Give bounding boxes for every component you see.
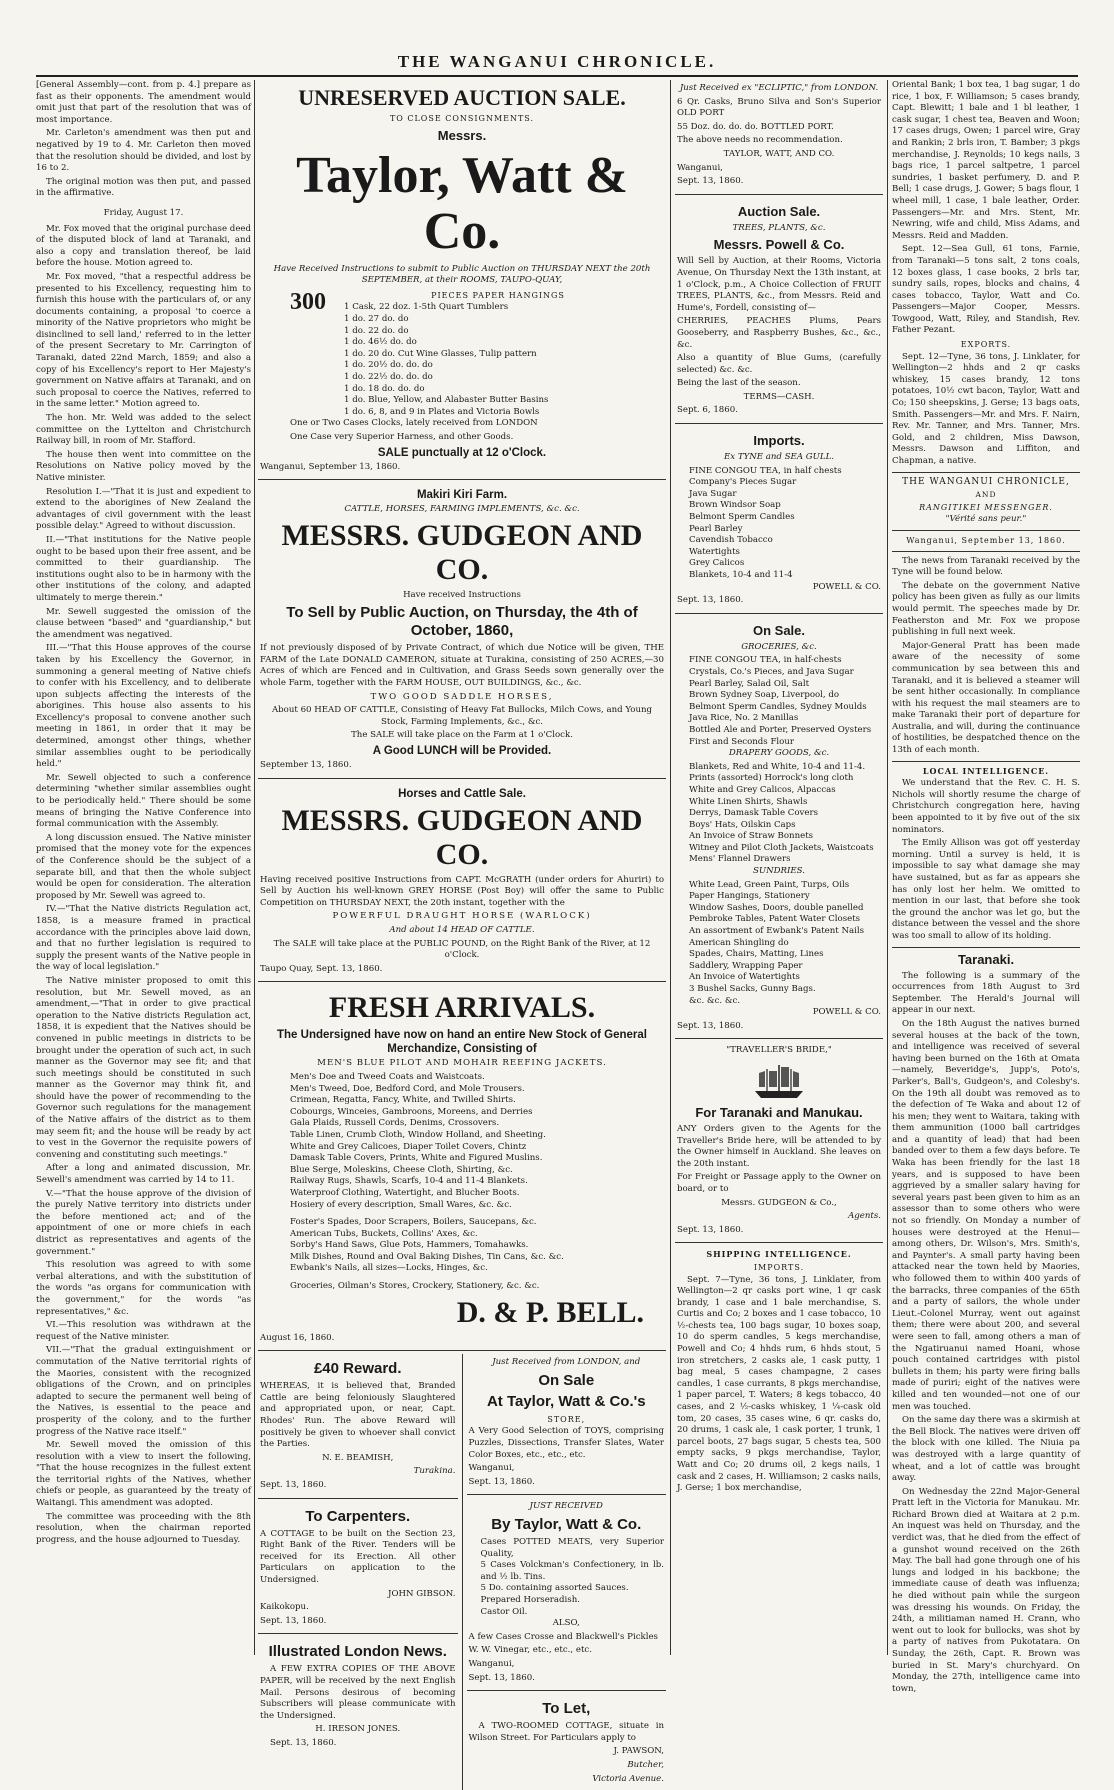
paragraph: The news from Taranaki received by the Tyne will be found below. — [892, 555, 1080, 578]
ad-headline: For Taranaki and Manukau. — [695, 1104, 863, 1120]
ad-signature: JOHN GIBSON. — [388, 1588, 456, 1599]
paragraph: Mr. Sewell suggested the omission of the clause between "based" and "guardianship," but the amendment was negatived. — [36, 606, 251, 640]
list-item: Spades, Chairs, Matting, Lines — [689, 949, 824, 960]
paragraph: [General Assembly—cont. from p. 4.] prepare as fast as their opponents. The amendment would omit just that part of the resolution that was of most importance. — [36, 80, 251, 125]
paragraph: Major-General Pratt has been made aware of the necessity of some communication by sea between this and Taranaki, and it is believed a steamer will be sent hither occasionally. In compliance with his request the mail steamers are to make Taranaki their port of departure for Australia, and will, during the continuance of hostilities, be despatched thence on the 13th of each month. — [892, 640, 1080, 756]
list-item: Blankets, 10-4 and 11-4 — [689, 570, 793, 580]
paragraph: We understand that the Rev. C. H. S. Nichols will shortly resume the charge of Christchurch congregation here, having been appointed to it by five out of the six nominators. — [892, 778, 1080, 835]
list-item: Men's Doe and Tweed Coats and Waistcoats. — [290, 1071, 485, 1082]
list-item: 1 do. 22 do. do — [344, 325, 409, 336]
ad-date: Taupo Quay, Sept. 13, 1860. — [260, 963, 383, 974]
goods-list — [469, 1537, 665, 1618]
list-item: An assortment of Ewbank's Patent Nails — [689, 926, 865, 937]
list-item: Brown Sydney Soap, Liverpool, do — [689, 690, 840, 701]
ad-text: A TWO-ROOMED COTTAGE, situate in Wilson Street. For Particulars apply to — [468, 1721, 664, 1743]
ad-headline: Horses and Cattle Sale. — [398, 787, 526, 800]
ad-signature: POWELL & CO. — [812, 581, 881, 592]
paragraph: V.—"That the house approve of the division of the purely Native territory into districts under the before mentioned act; and of the appointment of one or more chiefs in each district as representatives and agents of the government." — [36, 1188, 251, 1257]
lot-list — [332, 289, 664, 419]
ad-subhead: TREES, PLANTS, &c. — [732, 222, 826, 233]
goods-list — [260, 1072, 664, 1211]
list-item: Grey Calicos — [689, 558, 745, 569]
section-date: Friday, August 17. — [103, 207, 184, 218]
ad-date: Sept. 13, 1860. — [468, 1476, 535, 1487]
paper-subtitle: RANGITIKEI MESSENGER. — [919, 502, 1053, 512]
list-item: Railway Rugs, Shawls, Scarfs, 10-4 and 11-4 Blankets. — [290, 1176, 528, 1187]
list-item: Blue Serge, Moleskins, Cheese Cloth, Shirting, &c. — [290, 1164, 513, 1175]
ad-unreserved-auction — [258, 80, 666, 480]
paragraph: VII.—"That the gradual extinguishment or commutation of the Native territorial rights of the Maories, consistent with the recognized obligations of the Crown, and on principles adapted to secure the permanent well being of the Natives, is essential to the peace and prosperity of the colony, and to the further progress of the Native race itself." — [36, 1345, 251, 1437]
ad-firm-name: MESSRS. GUDGEON AND CO. — [281, 803, 643, 871]
ad-text: And about 14 HEAD OF CATTLE. — [389, 925, 535, 935]
ad-headline: Illustrated London News. — [268, 1643, 447, 1661]
list-item: Milk Dishes, Round and Oval Baking Dishes, Tin Cans, &c. &c. — [290, 1251, 564, 1262]
paragraph: Mr. Fox moved, "that a respectful address be presented to his Excellency, requesting him to furnish this house with the particulars of, or any documents containing, a proposal 'to coerce a minority of the Native proprietors who might be disinclined to sell land,' referred to in the letter of the present Secretary to Mr. Carrington of Taranaki, dated 22nd March, 1859; and also a copy of his Excellency's report to Her Majesty's government on Native affairs at Taranaki, and on such proposal to coerce the Natives, referred to in the same letter." Motion agreed to. — [36, 271, 251, 410]
ad-text: A COTTAGE to be built on the Section 23, Right Bank of the River. Tenders will be received for its Erection. All other Particulars on application to the Undersigned. — [260, 1528, 456, 1585]
paragraph: The house then went into committee on the Resolutions on Native policy moved by the Native minister. — [36, 449, 251, 483]
ad-date: Sept. 13, 1860. — [677, 595, 744, 606]
ad-sale-date: To Sell by Public Auction, on Thursday, the 4th of October, 1860, — [286, 604, 638, 640]
top-rule — [36, 75, 1078, 77]
paragraph: On Wednesday the 22nd Major-General Pratt left in the Victoria for Manukau. Mr. Richard Brown died at Waitara at 2 p.m. An inquest was held on Thursday, and the verdict was, that he died from the effect of a gunshot wound received on the 26th May. The ball had gone through one of his lungs and lodged in his backbone; the immediate cause of death was influenza; he died without pain while the surgeon was dressing his wounds. On Friday, the 24th, a militiaman named H. Crann, who went out to look for bullocks, was shot by a party of natives from Pukotatara. On Sunday, the 26th, Capt. R. Brown was buried in St. Mary's churchyard. On Monday, the 27th, intelligence came into town, — [892, 1486, 1080, 1694]
divider — [892, 761, 1080, 762]
ad-headline: On Sale. — [752, 622, 806, 638]
list-item: An Invoice of Straw Bonnets — [689, 831, 814, 842]
paragraph: Oriental Bank; 1 box tea, 1 bag sugar, 1 do rice, 1 box, F. Williamson; 5 cases brandy, Capt. Blewitt; 1 bale and 1 bl leather, 1 cask sugar, 1 chest tea, Beaven and Woon; 17 cases drugs, Owen; 1 parcel wire, Gray and Rankin; 2 brls iron, T. Bamber; 3 pkgs merchandise, J. Reynolds; 10 kegs nails, 3 bags rice, 1 parcel saltpetre, 1 parcel sundries, 1 basket perfumery, D. and P. Bell; 1 case drugs, J. Gower; 5 bags flour, 1 wheel mill, 1 case, 1 bale leather, Order. Passengers—Mr. and Mrs. Stent, Mr. Newring, wife and child, Miss Adams, and Messrs. Reid and Madden. — [892, 80, 1080, 241]
goods-list-2 — [260, 1217, 664, 1275]
ad-text: A Very Good Selection of TOYS, comprising Puzzles, Dissections, Transfer Slates, Water Color Boxes, etc., etc., etc. — [468, 1426, 664, 1460]
ad-text: MEN'S BLUE PILOT AND MOHAIR REEFING JACKETS. — [317, 1058, 607, 1069]
ad-place: Kaikokopu. — [260, 1602, 309, 1613]
paragraph: The debate on the government Native policy has been given as fully as our limits would permit. The speeches made by Dr. Featherston and Mr. Fox we propose publishing in full next week. — [892, 580, 1080, 638]
list-item: Castor Oil. — [480, 1606, 528, 1617]
list-item: Prepared Horseradish. — [480, 1594, 580, 1605]
ad-headline: To Let, — [542, 1700, 591, 1718]
paragraph: A long discussion ensued. The Native minister promised that the money vote for the expences of the Conference should be the subject of a separate bill, and that then the whole subject would be open for consideration. The alteration proposed by Mr. Sewell was agreed to. — [36, 832, 251, 901]
paper-motto: "Vérité sans peur." — [945, 514, 1027, 525]
list-item: Crimean, Regatta, Fancy, White, and Twilled Shirts. — [290, 1095, 516, 1106]
paragraph: Sept. 12—Tyne, 36 tons, J. Linklater, for Wellington—2 hhds and 2 qr casks whiskey, 15 cases brandy, 12 tons potatoes, 10½ cwt bacon, Taylor, Watt and Co; 150 sheepskins, J. Gerse; 13 bags oats, Smith. Passengers—Mr. and Mrs. F. Nairn, Rev. Mr. Tanner, and Mrs. Tanner, Mrs. Gold, and 2 children, Miss Dawson, Messrs. Dawson and Liffiton, and Chapman, a native. — [892, 351, 1080, 466]
ad-place: Turakina. — [413, 1466, 456, 1477]
ad-text: A few Cases Crosse and Blackwell's Pickles — [468, 1631, 658, 1642]
ad-place: Wanganui, — [468, 1463, 515, 1474]
list-item: Watertights — [689, 546, 740, 557]
ad-signature: J. PAWSON, — [613, 1746, 664, 1757]
ad-port-wine — [675, 80, 883, 195]
ad-text: Will Sell by Auction, at their Rooms, Victoria Avenue, On Thursday Next the 13th instant, at 1 o'Clock, p.m., A Choice Collection of FRUIT TREES, PLANTS, &c., from Messrs. Reid and Hume's, Fordell, consisting of— — [677, 256, 881, 313]
ad-text: One or Two Cases Clocks, lately received from LONDON — [290, 418, 538, 429]
list-item: First and Seconds Flour — [689, 736, 794, 747]
list-item: White Linen Shirts, Shawls — [689, 796, 808, 807]
ad-subhead: "TRAVELLER'S BRIDE," — [726, 1045, 832, 1056]
ad-firm-name: Messrs. Powell & Co. — [713, 237, 845, 253]
divider — [892, 472, 1080, 473]
ad-date: Sept. 13, 1860. — [677, 1224, 744, 1235]
list-item: Foster's Spades, Door Scrapers, Boilers, Saucepans, &c. — [290, 1217, 537, 1228]
list-item: Paper Hangings, Stationery — [689, 891, 810, 902]
ad-headline: Auction Sale. — [737, 203, 821, 219]
ad-subhead: Ex TYNE and SEA GULL. — [723, 452, 835, 463]
list-item: Sorby's Hand Saws, Glue Pots, Hammers, Tomahawks. — [290, 1240, 529, 1251]
ship-icon — [677, 1061, 881, 1101]
ad-headline: On Sale — [538, 1371, 595, 1389]
ad-text: 6 Qr. Casks, Bruno Silva and Son's Superior OLD PORT — [677, 96, 881, 119]
ad-text: ALSO, — [552, 1618, 580, 1629]
ad-text: 55 Doz. do. do. do. BOTTLED PORT. — [677, 121, 834, 132]
list-item: 5 Do. containing assorted Sauces. — [480, 1583, 629, 1594]
ad-date: Sept. 13, 1860. — [260, 1615, 327, 1626]
divider — [892, 947, 1080, 948]
ad-makiri-kiri-farm — [258, 483, 666, 779]
ad-date: August 16, 1860. — [260, 1332, 335, 1343]
ad-subcolumn-left — [258, 1354, 463, 1790]
paragraph: The hon. Mr. Weld was added to the select committee on the Lyttelton and Christchurch Railway bill, in room of Mr. Stafford. — [36, 413, 251, 447]
paragraph: The Emily Allison was got off yesterday morning. Until a survey is held, it is impossible to say what damage she may have sustained, but as far as appears she has only lost her helm. We omitted to mention in our last, that before she took the ground the anchor was let go, but the distance between the vessel and the shore was too small to allow of its holding. — [892, 838, 1080, 941]
list-item: 5 Cases Volckman's Confectionery, in lb. and ½ lb. Tins. — [480, 1560, 664, 1582]
ad-headline: By Taylor, Watt & Co. — [491, 1516, 642, 1533]
ad-messrs: Messrs. — [437, 127, 487, 143]
paragraph: On the 18th August the natives burned several houses at the back of the town, and intelligence was received of several having been burned on the 16th at Omata—namely, Beveridge's, Jupp's, Poto's, Parker's, Ball's, Gudgeon's, and Colesby's. On the 19th all doubt was removed as to the defection of Te Waka and about 12 of his men; they went to Waitara, taking with them ammunition (1000 ball cartridges and a quantity of lead) that had been banded over to them a few days before. Te Waka has been friendly for the last 18 years, and is supposed to have been aggrieved by a smaller salary having for several years past been given to him as an assessor than to some others who were not so friendly. On Monday a number of houses were destroyed at the Henui—among others, Dr. Wilson's, Mrs. Smith's, and Paynter's. A small party having been attacked near the town held by Maories, who followed them to within 400 yards of the barracks, three companies of the 65th and a party of sailors, the whole under Lieut.-Colonel Murray, went out against them; there were about 200, and several were seen to fall, among others a man of the Ngatiruanui named Hoani, whose pouch contained cartridges with pistol bullets in them; his party were firing balls made of puriri; eight of the natives were killed and ten wounded—not one of our men was touched. — [892, 1018, 1080, 1412]
paragraph: VI.—This resolution was withdrawn at the request of the Native minister. — [36, 1320, 251, 1342]
ad-headline: To Carpenters. — [305, 1507, 411, 1525]
ad-place: Wanganui, — [468, 1658, 515, 1669]
ad-subhead: DRAPERY GOODS, &c. — [728, 748, 830, 759]
ad-text: For Freight or Passage apply to the Owner on board, or to — [677, 1172, 881, 1194]
divider — [892, 551, 1080, 552]
column-3-advertisements — [675, 80, 883, 1655]
ad-headline: At Taylor, Watt & Co.'s — [486, 1392, 646, 1410]
ad-text: ANY Orders given to the Agents for the Traveller's Bride here, will be attended to by the Owner himself in Auckland. She leaves on the 20th instant. — [677, 1123, 881, 1169]
ad-headline: FRESH ARRIVALS. — [328, 991, 596, 1025]
ad-date: Sept. 6, 1860. — [677, 405, 738, 416]
list-item: 3 Bushel Sacks, Gunny Bags. — [689, 984, 816, 994]
ad-text: W. W. Vinegar, etc., etc., etc. — [468, 1645, 592, 1656]
ad-signature: POWELL & CO. — [812, 1007, 881, 1018]
ad-subhead: GROCERIES, &c. — [741, 641, 817, 652]
list-item: White and Grey Calicos, Alpaccas — [689, 784, 836, 795]
list-item: Gala Plaids, Russell Cords, Denims, Crossovers. — [290, 1118, 500, 1129]
ad-subhead: The Undersigned have now on hand an entire New Stock of General Merchandize, Consisting of — [277, 1029, 647, 1056]
list-item: White and Grey Calicoes, Diaper Toilet Covers, Chintz — [290, 1141, 527, 1152]
groceries-list — [677, 655, 881, 748]
column-2-advertisements — [258, 80, 666, 1784]
ad-text: A FEW EXTRA COPIES OF THE ABOVE PAPER, will be received by the next English Mail. Persons desirous of becoming Subscribers will please communicate with the Undersigned. — [260, 1664, 456, 1721]
ad-headline: Imports. — [753, 433, 805, 449]
section-subheading: IMPORTS. — [753, 1262, 805, 1272]
ad-text: JUST RECEIVED — [529, 1501, 603, 1512]
sundries-list — [677, 880, 881, 1008]
list-item: Java Sugar — [689, 488, 737, 499]
paragraph: On the same day there was a skirmish at the Bell Block. The natives were driven off the block with one killed. The Niuia pa was destroyed with a large quantity of wheat, and a lot of cattle was brought away. — [892, 1415, 1080, 1484]
ad-text: Also a quantity of Blue Gums, (carefully selected) &c. &c. — [677, 353, 881, 375]
ad-text: The SALE will take place on the Farm at 1 o'Clock. — [351, 730, 573, 741]
list-item: &c. &c. &c. — [689, 995, 741, 1006]
ad-subhead: TO CLOSE CONSIGNMENTS. — [389, 114, 535, 123]
ad-text: Just Received from LONDON, and — [492, 1357, 641, 1368]
divider — [892, 530, 1080, 531]
paragraph: III.—"That this House approves of the course taken by his Excellency the Governor, in summoning a general meeting of Native chiefs to confer with his Excellency, and to deliberate upon subjects affecting the interests of the aborigines. This house also assents to his Excellency's proposal to convene another such meeting in 1861, in order that it may be determined, amongst other things, whether similar assemblies ought to be periodically held." — [36, 643, 251, 770]
paragraph: Mr. Sewell objected to such a conference determining "whether similar assemblies ought to be periodically held." There should be some means of bringing the Native Conference into formal communication with the Assembly. — [36, 772, 251, 830]
list-item: Window Sashes, Doors, double panelled — [689, 902, 864, 913]
list-item: Prints (assorted) Horrock's long cloth — [689, 773, 854, 784]
paragraph: This resolution was agreed to with some verbal alterations, and with the substitution of the words "as organs for communication with the government," for the words "as representatives," &c. — [36, 1260, 251, 1317]
ad-date: Sept. 13, 1860. — [468, 1672, 535, 1683]
ad-signature: Messrs. GUDGEON & Co., — [721, 1197, 837, 1208]
section-heading: LOCAL INTELLIGENCE. — [922, 765, 1050, 776]
ad-text: Have Received Instructions to submit to Public Auction on THURSDAY NEXT the 20th SEPTEMBER, at their ROOMS, TAUPO-QUAY, — [273, 263, 651, 286]
ad-travellers-bride — [675, 1042, 883, 1243]
list-item: Crystals, Co.'s Pieces, and Java Sugar — [689, 666, 854, 677]
list-item: Table Linen, Crumb Cloth, Window Holland, and Sheeting. — [290, 1129, 546, 1140]
list-item: FINE CONGOU TEA, in half-chests — [689, 655, 842, 666]
list-item: Derrys, Damask Table Covers — [689, 808, 819, 819]
ad-reward — [258, 1354, 458, 1498]
list-item: Blankets, Red and White, 10-4 and 11-4. — [689, 761, 866, 772]
list-item: Witney and Pilot Cloth Jackets, Waistcoats — [689, 842, 874, 853]
list-item: Boys' Hats, Oilskin Caps — [689, 819, 796, 830]
paragraph: Mr. Carleton's amendment was then put and negatived by 19 to 4. Mr. Carleton then moved that the resolution should be divided, and lost by 16 to 2. — [36, 128, 251, 174]
ad-carpenters — [258, 1502, 458, 1635]
ad-text: Victoria Avenue. — [592, 1773, 664, 1784]
ad-text: TERMS—CASH. — [743, 391, 815, 402]
list-item: Company's Pieces Sugar — [689, 477, 797, 488]
ad-signature: H. IRESON JONES. — [315, 1724, 401, 1735]
ad-toys — [467, 1354, 667, 1495]
paragraph: II.—"That institutions for the Native people ought to be based upon their free assent, and be committed to their guardianship. The institutions ought also to be in harmony with the other institutions of the colony, and adapted ultimately to merge therein." — [36, 534, 251, 603]
ad-text: TWO GOOD SADDLE HORSES, — [370, 691, 554, 702]
list-item: FINE CONGOU TEA, in half chests — [689, 465, 842, 476]
list-item: American Tubs, Buckets, Collins' Axes, &c. — [290, 1228, 478, 1239]
ad-text: About 60 HEAD OF CATTLE, Consisting of Heavy Fat Bullocks, Milch Cows, and Young Stock, Farming Implements, &c., &c. — [271, 705, 653, 727]
ad-date: Sept. 13, 1860. — [677, 176, 744, 187]
paragraph: Mr. Sewell moved the omission of this resolution with a view to insert the following, "That the house recognizes in the fullest extent the territorial rights of the Natives, whether chiefs or people, as guaranteed by the treaty of Waitangi. This amendment was adopted. — [36, 1440, 251, 1509]
ad-signature: TAYLOR, WATT, AND CO. — [723, 148, 835, 159]
ad-two-column-block — [258, 1354, 666, 1790]
list-item: 1 do. Blue, Yellow, and Alabaster Butter Basins — [344, 395, 549, 406]
list-item: Cavendish Tobacco — [689, 535, 773, 546]
ad-headline: £40 Reward. — [313, 1360, 402, 1378]
ad-text: Agents. — [848, 1211, 881, 1222]
list-item: Pembroke Tables, Patent Water Closets — [689, 914, 861, 925]
paragraph: IV.—"That the Native districts Regulation act, 1858, is a measure framed in practical accordance with the principles above laid down, and that no further legislation is required to supply the present wants of the Native people in the way of local legislation." — [36, 904, 251, 973]
ad-text: If not previously disposed of by Private Contract, of which due Notice will be given, THE FARM of the Late DONALD CAMERON, situate at Turakina, consisting of 250 ACRES,—30 Acres of which are Fenced and in Cultivation, and Grass Seeds sown generally over the whole Farm, together with the FARM HOUSE, OUT BUILDINGS, &c., &c. — [260, 643, 664, 689]
drapery-list — [677, 762, 881, 866]
ad-potted-meats — [467, 1498, 667, 1691]
ad-on-sale — [675, 617, 883, 1040]
ad-subhead: STORE, — [547, 1414, 586, 1424]
paragraph: The original motion was then put, and passed in the affirmative. — [36, 176, 251, 199]
ad-place: Wanganui, — [677, 162, 723, 173]
section-subheading: EXPORTS. — [960, 340, 1012, 350]
ad-imports — [675, 427, 883, 614]
ad-lots — [260, 289, 664, 419]
list-item: 1 do. 22½ do. do. do — [344, 371, 433, 382]
list-item: Belmont Sperm Candles, Sydney Moulds — [689, 701, 867, 712]
list-item: Pearl Barley, Salad Oil, Salt — [689, 678, 810, 689]
list-item: An Invoice of Watertights — [689, 972, 800, 983]
ad-subcolumn-right — [463, 1354, 667, 1790]
list-item: 1 do. 20½ do. do. do — [344, 360, 433, 371]
list-item: Cases POTTED MEATS, very Superior Quality, — [480, 1537, 664, 1559]
ad-text: Groceries, Oilman's Stores, Crockery, Stationery, &c. &c. — [290, 1281, 540, 1292]
list-item: Pearl Barley — [689, 523, 743, 534]
ad-date: September 13, 1860. — [260, 760, 352, 771]
ad-headline: Makiri Kiri Farm. — [416, 489, 508, 502]
ad-text: Having received positive Instructions from CAPT. McGRATH (under orders for Ahuriri) to Sell by Auction his well-known GREY HORSE (Post Boy) will offer the same to Public Competition on THURSDAY NEXT, the 20th instant, together with the — [260, 874, 664, 908]
column-1-assembly — [36, 80, 251, 1655]
ad-illustrated-london-news — [258, 1637, 458, 1754]
list-item: 1 do. 46½ do. do — [344, 337, 417, 348]
ad-text: CHERRIES, PEACHES Plums, Pears Gooseberry, and Raspberry Bushes, &c., &c., &c. — [677, 316, 881, 350]
imports-list — [677, 466, 881, 582]
paragraph: Sept. 12—Sea Gull, 61 tons, Farnie, from Taranaki—5 tons salt, 2 tons coals, 12 boxes glass, 1 case books, 2 brls tar, sundry sails, ropes, blocks and chains, 4 cases tobacco, Taylor, Watt and Co. Passengers—Major Cooper, Messrs. Towgood, Watt, Riley, and Standish, Rev. Father Pezant. — [892, 244, 1080, 336]
ad-text: One Case very Superior Harness, and other Goods. — [290, 431, 514, 442]
ad-text: Being the last of the season. — [677, 378, 801, 389]
paragraph: After a long and animated discussion, Mr. Sewell's amendment was carried by 14 to 11. — [36, 1163, 251, 1186]
ad-text: The above needs no recommendation. — [677, 135, 843, 146]
list-item: 1 Cask, 22 doz. 1-5th Quart Tumblers — [344, 302, 509, 313]
list-item: Waterproof Clothing, Watertight, and Blucher Boots. — [290, 1187, 520, 1198]
ad-auction-sale — [675, 198, 883, 424]
paragraph: Sept. 7—Tyne, 36 tons, J. Linklater, from Wellington—2 qr casks port wine, 1 qr cask brandy, 1 case and 1 bale merchandise, S. Curtis and Co; 2 boxes and 1 case tobacco, 10 ½-chests tea, 100 bags sugar, 10 boxes soap, 10 do sperm candles, 5 kegs merchandise, Powell and Co; 4 hhds rum, 6 hhds stout, 5 iron stretchers, 2 casks ale, 1 cask putty, 1 bag meal, 5 cases champagne, 2 cases candles, 1 case currants, 8 pkgs merchandise, 1 paper parcel, T. Waters; 8 kegs tobacco, 40 cases, and 2 ½-casks whiskey, 1 ¼-cask old tom, 20 cases, 35 cases wine, 6 qr. casks do, 20 drums, 1 cask ale, 1 cask porter, 1 trunk, 1 parcel boots, 27 bags sugar, 5 chests tea, 500 empty sacks, 9 pkgs merchandise, Taylor, Watt and Co; 20 drums oil, 2 kegs nails, 1 cask and 2 cases, H. Williamson; 2 casks nails, J. Gerse; 1 box merchandise, — [677, 1274, 881, 1494]
ad-text: Butcher, — [627, 1759, 664, 1770]
paragraph: The following is a summary of the occurrences from 18th August to 3rd September. The Herald's Journal will appear in our next. — [892, 970, 1080, 1016]
ad-to-let — [467, 1694, 667, 1790]
shipping-intelligence — [675, 1246, 883, 1498]
list-item: 1 do. 18 do. do. do — [344, 383, 425, 394]
column-rule — [254, 80, 255, 1655]
column-rule — [887, 80, 888, 1655]
list-item: Damask Table Covers, Prints, White and Figured Muslins. — [290, 1153, 543, 1164]
ad-date: Sept. 13, 1860. — [270, 1737, 337, 1748]
ad-sale-time: SALE punctually at 12 o'Clock. — [377, 446, 547, 459]
ad-text: Have received Instructions — [403, 589, 521, 600]
ad-date: Sept. 13, 1860. — [260, 1480, 327, 1490]
column-rule — [670, 80, 671, 1655]
lot-items — [332, 302, 664, 418]
lot-title: PIECES PAPER HANGINGS — [431, 290, 565, 300]
ad-headline: UNRESERVED AUCTION SALE. — [298, 85, 626, 110]
list-item: Belmont Sperm Candles — [689, 512, 795, 523]
list-item: Cobourgs, Winceies, Gambroons, Moreens, and Derries — [290, 1106, 533, 1117]
ad-signature: N. E. BEAMISH, — [322, 1452, 394, 1463]
paragraph: Mr. Fox moved that the original purchase deed of the disputed block of land at Taranaki, and also a copy and translation thereof, be laid before the house. Motion agreed to. — [36, 223, 251, 269]
list-item: White Lead, Green Paint, Turps, Oils — [689, 879, 850, 890]
list-item: Bottled Ale and Porter, Preserved Oysters — [689, 724, 872, 735]
list-item: Mens' Flannel Drawers — [689, 854, 791, 865]
column-4-news — [892, 80, 1080, 1694]
ad-text: The SALE will take place at the PUBLIC POUND, on the Right Bank of the River, at 12 o'Clock. — [273, 938, 651, 961]
ad-lunch: A Good LUNCH will be Provided. — [372, 745, 552, 758]
list-item: Brown Windsor Soap — [689, 500, 781, 511]
paper-title-and: AND — [975, 490, 997, 500]
section-heading: SHIPPING INTELLIGENCE. — [706, 1249, 852, 1260]
paper-title: THE WANGANUI CHRONICLE, — [902, 476, 1070, 487]
section-heading: Taranaki. — [957, 951, 1015, 967]
ad-horses-cattle-sale — [258, 782, 666, 983]
ad-firm-name: Taylor, Watt & Co. — [296, 146, 628, 260]
ad-date: Wanganui, September 13, 1860. — [260, 461, 401, 472]
list-item: Saddlery, Wrapping Paper — [689, 960, 803, 971]
masthead: THE WANGANUI CHRONICLE. — [397, 52, 717, 71]
paragraph: Resolution I.—"That it is just and expedient to extend to the aborigines of New Zealand the advantages of civil government with the least possible delay." Agreed to without discussion. — [36, 486, 251, 532]
dateline: Wanganui, September 13, 1860. — [906, 535, 1066, 545]
list-item: Hosiery of every description, Small Wares, &c. &c. — [290, 1199, 512, 1210]
lot-count: 300 — [290, 288, 326, 315]
paragraph: The Native minister proposed to omit this resolution, but Mr. Sewell moved, as an amendment,—"That in order to give practical operation to the Native districts Regulation act, 1858, it is expedient that the Natives should be convened in public meetings in districts to be brought under the operation of such act, in such manner as the Governor may see fit; and that such meetings should be constituted in such manner as the Governor may think fit, and should have the power of recommending to the Governor such regulations for the management of the Native affairs of the district as to them may seem fit; and the house will be ready by act to vest in the Governor the requisite powers of convening and constituting such meetings." — [36, 975, 251, 1160]
list-item: Men's Tweed, Doe, Bedford Cord, and Mole Trousers. — [290, 1083, 525, 1094]
paragraph: The committee was proceeding with the 8th resolution, when the chairman reported progress, and the house adjourned to Tuesday. — [36, 1511, 251, 1545]
list-item: American Shingling do — [689, 937, 789, 948]
ad-subhead: CATTLE, HORSES, FARMING IMPLEMENTS, &c. &c. — [344, 504, 580, 515]
ad-text: Just Received ex "ECLIPTIC," from LONDON. — [679, 83, 879, 93]
ad-fresh-arrivals — [258, 985, 666, 1351]
list-item: Java Rice, No. 2 Manillas — [689, 713, 799, 724]
ad-text: WHEREAS, it is believed that, Branded Cattle are being feloniously Slaughtered and appropriated upon, or near, Capt. Rhodes' Run. The above Reward will positively be given to whoever shall convict the Parties. — [260, 1381, 456, 1450]
ad-firm-name: MESSRS. GUDGEON AND CO. — [281, 518, 643, 586]
list-item: 1 do. 6, 8, and 9 in Plates and Victoria Bowls — [344, 406, 540, 417]
ad-date: Sept. 13, 1860. — [677, 1020, 744, 1031]
ad-firm-name: D. & P. BELL. — [456, 1295, 644, 1329]
ad-subhead: SUNDRIES. — [753, 866, 805, 877]
list-item: 1 do. 27 do. do — [344, 313, 409, 324]
list-item: 1 do. 20 do. Cut Wine Glasses, Tulip pattern — [344, 348, 537, 359]
ad-text: POWERFUL DRAUGHT HORSE (WARLOCK) — [332, 911, 592, 922]
list-item: Ewbank's Nails, all sizes—Locks, Hinges, &c. — [290, 1263, 488, 1274]
